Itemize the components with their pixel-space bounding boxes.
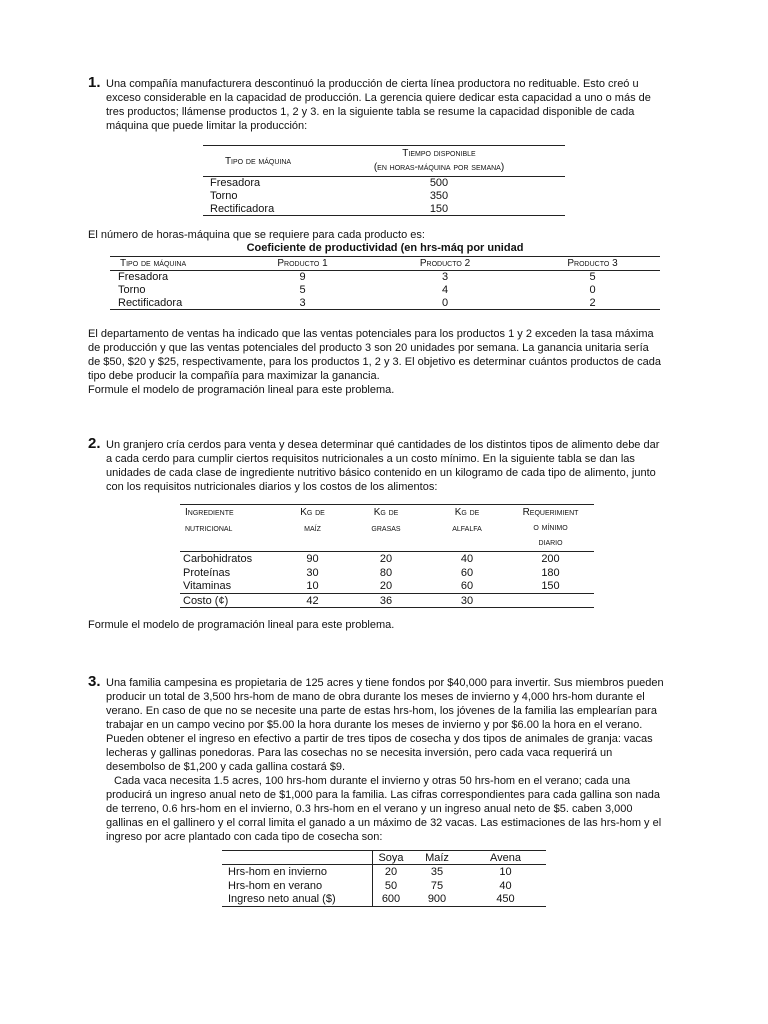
header-machine-type: Tipo de máquina bbox=[120, 258, 187, 269]
table-cell: 4 bbox=[441, 284, 449, 296]
table-cell: 20 bbox=[379, 580, 393, 593]
table-cell: 180 bbox=[541, 566, 560, 579]
text-line: Una familia campesina es propietaria de 125 acres y tiene fondos por $40,000 para invertir. Sus miembros pueden bbox=[106, 677, 664, 689]
header-line: grasas bbox=[371, 523, 401, 534]
table-cell: 900 bbox=[427, 893, 447, 906]
text-line: producirá un ingreso anual neto de $1,000 para la familia. Las cifras correspondientes para cada gallina son nada bbox=[106, 789, 661, 801]
table-cell: 42 bbox=[306, 594, 319, 607]
text-line: gallinas en el gallinero y el corral limita el ganado a un máximo de 32 vacas. Las estimaciones de las hrs-hom y el bbox=[106, 817, 662, 829]
table-cell: Vitaminas bbox=[183, 580, 232, 593]
text-line: de terreno, 0.6 hrs-hom en el invierno, 0.3 hrs-hom en el verano y un ingreso anual neto de $5. caben 3,000 bbox=[106, 803, 633, 815]
table-cell: 20 bbox=[384, 865, 398, 878]
text-line: tres productos; llámense productos 1, 2 y 3. en la siguiente tabla se resume la capacidad disponible de cada bbox=[106, 106, 635, 118]
table-cell: 90 bbox=[306, 552, 319, 565]
table-cell: Costo (¢) bbox=[183, 594, 229, 607]
table-cell: 150 bbox=[541, 580, 560, 593]
table-cell: 3 bbox=[441, 271, 449, 284]
text-line: máquina que puede limitar la producción: bbox=[106, 120, 308, 132]
problem-3-number: 3. bbox=[88, 673, 101, 690]
crop-table bbox=[222, 850, 546, 907]
problem-2-closing: Formule el modelo de programación lineal para este problema. bbox=[88, 619, 395, 631]
header-product-2: Producto 2 bbox=[419, 258, 471, 269]
text-line: producir un total de 3,500 hrs-hom de mano de obra durante los meses de invierno y 4,000 hrs-hom durante el bbox=[106, 691, 645, 703]
table-cell: Torno bbox=[118, 284, 146, 296]
table-row bbox=[203, 177, 565, 190]
table-cell: Fresadora bbox=[118, 271, 169, 284]
table-cell: 20 bbox=[379, 552, 393, 565]
header-line: Kg de bbox=[300, 507, 325, 518]
header-line: o mínimo bbox=[533, 522, 568, 533]
table-cell: 200 bbox=[541, 552, 560, 565]
table-row bbox=[180, 566, 594, 580]
table-cell: Carbohidratos bbox=[183, 552, 253, 565]
table-cell: Hrs-hom en verano bbox=[222, 879, 373, 893]
table-cell: Proteínas bbox=[183, 566, 231, 579]
table-row bbox=[222, 865, 546, 879]
header-fats bbox=[345, 505, 427, 552]
text-line: El departamento de ventas ha indicado que las ventas potenciales para los productos 1 y 2 exceden la tasa máxima bbox=[88, 328, 654, 340]
text-line: tipo debe producir la compañía para maximizar la ganancia. bbox=[88, 370, 380, 382]
problem-3-text bbox=[106, 676, 680, 844]
table-cell bbox=[222, 851, 373, 865]
text-line: Una compañía manufacturera descontinuó la producción de cierta línea productora no redituable. Esto creó u bbox=[106, 78, 639, 90]
text-line: unidades de cada clase de ingrediente nutritivo básico contenido en un kilogramo de cada tipo de alimento, junto bbox=[106, 467, 656, 479]
table-cell: 600 bbox=[381, 893, 401, 906]
header-line: alfalfa bbox=[452, 523, 482, 534]
table-cell: 36 bbox=[379, 594, 393, 607]
table-cell: 50 bbox=[384, 879, 398, 892]
header-oats: Avena bbox=[490, 851, 521, 864]
table-cell bbox=[507, 594, 594, 608]
productivity-caption: Coeficiente de productividad (en hrs-máq por unidad bbox=[246, 242, 524, 254]
table-cell: 75 bbox=[430, 879, 444, 892]
table-cell: Ingreso neto anual ($) bbox=[222, 893, 373, 907]
table-cell: Rectificadora bbox=[210, 202, 275, 215]
table-cell: 2 bbox=[589, 296, 596, 309]
table-cell: 60 bbox=[460, 566, 474, 579]
text-line: verano. En caso de que no se necesite una parte de estas hrs-hom, los jóvenes de la familia las emplearían para bbox=[106, 705, 657, 717]
table-cell: 0 bbox=[441, 296, 449, 309]
text-line: desembolso de $1,200 y cada gallina costará $9. bbox=[106, 761, 346, 773]
table-cell: Rectificadora bbox=[118, 296, 183, 309]
table-row bbox=[203, 190, 565, 203]
header-line: Tiempo disponible bbox=[402, 148, 476, 159]
table-cell: 30 bbox=[460, 594, 474, 607]
text-line: Cada vaca necesita 1.5 acres, 100 hrs-hom durante el invierno y otras 50 hrs-hom en el verano; cada una bbox=[114, 775, 631, 787]
header-ingredient bbox=[180, 505, 280, 552]
text-line: a cada cerdo para cumplir ciertos requisitos nutricionales a un costo mínimo. En la siguiente tabla se dan las bbox=[106, 453, 635, 465]
table-cell: 5 bbox=[589, 271, 596, 284]
table-cell: 150 bbox=[429, 202, 449, 215]
table-cell: 9 bbox=[299, 271, 306, 284]
header-line: Kg de bbox=[373, 507, 399, 518]
table-cell: 5 bbox=[299, 284, 306, 296]
table-cell: 40 bbox=[499, 879, 512, 892]
table-cell: 450 bbox=[496, 893, 515, 906]
text-line: exceso considerable en la capacidad de producción. La gerencia quiere dedicar esta capacidad a uno o más de bbox=[106, 92, 651, 104]
productivity-table bbox=[110, 256, 660, 310]
table-cell: 350 bbox=[429, 190, 449, 202]
table-row bbox=[203, 203, 565, 216]
table-cell: Fresadora bbox=[210, 177, 261, 190]
text-line: trabajar en un campo vecino por $5.00 la hora durante los meses de invierno y por $6.00 la hora en el verano. bbox=[106, 719, 643, 731]
header-line: Requerimient bbox=[522, 507, 579, 518]
header-alfalfa bbox=[427, 505, 507, 552]
header-line: nutricional bbox=[185, 523, 233, 534]
problem-1-body bbox=[88, 327, 680, 397]
header-line: Ingrediente bbox=[185, 507, 234, 518]
table-cell: 10 bbox=[306, 580, 319, 593]
text-line: de producción y que las ventas potenciales del producto 3 son 20 unidades por semana. La ganancia unitaria sería bbox=[88, 342, 649, 354]
header-corn: Maíz bbox=[425, 851, 449, 864]
header-line: diario bbox=[538, 537, 563, 548]
header-machine-type: Tipo de máquina bbox=[224, 155, 292, 167]
table-row bbox=[222, 893, 546, 907]
header-line: (en horas-máquina por semana) bbox=[373, 162, 505, 173]
problem-2-number: 2. bbox=[88, 435, 101, 452]
header-line: maíz bbox=[304, 523, 321, 534]
header-corn bbox=[280, 505, 345, 552]
text-line: Pueden obtener el ingreso en efectivo a partir de tres tipos de cosecha y dos tipos de animales de granja: vacas bbox=[106, 733, 653, 745]
problem-2-intro bbox=[106, 438, 680, 494]
text-line: lecheras y gallinas ponedoras. Para las cosechas no se necesita inversión, pero cada vaca requerirá un bbox=[106, 747, 613, 759]
text-line: con los requisitos nutricionales diarios y los costos de los alimentos: bbox=[106, 481, 438, 493]
header-product-3: Producto 3 bbox=[567, 258, 618, 269]
table-row bbox=[110, 271, 660, 284]
table-cell: 30 bbox=[306, 566, 319, 579]
table-row bbox=[180, 552, 594, 566]
productivity-lead: El número de horas-máquina que se requiere para cada producto es: bbox=[88, 229, 425, 241]
header-available-time bbox=[313, 146, 565, 177]
table-cell: 10 bbox=[499, 865, 512, 878]
problem-1-closing: Formule el modelo de programación lineal para este problema. bbox=[88, 384, 395, 396]
problem-1-number: 1. bbox=[88, 74, 101, 91]
machine-capacity-table bbox=[203, 145, 565, 216]
header-soy: Soya bbox=[378, 851, 404, 864]
text-line: de $50, $20 y $25, respectivamente, para los productos 1, 2 y 3. El objetivo es determinar cuántos productos de cada bbox=[88, 356, 661, 368]
table-cell: Torno bbox=[210, 190, 238, 202]
nutrition-table bbox=[180, 504, 594, 608]
table-cell: 80 bbox=[379, 566, 393, 579]
header-product-1: Producto 1 bbox=[277, 258, 328, 269]
table-cell: 60 bbox=[460, 580, 474, 593]
header-requirement bbox=[507, 505, 594, 552]
text-line: ingreso por acre plantado con cada tipo de cosecha son: bbox=[106, 831, 383, 843]
table-row bbox=[180, 580, 594, 594]
problem-1-intro bbox=[106, 77, 680, 133]
header-line: Kg de bbox=[454, 507, 480, 518]
table-cell: 40 bbox=[460, 552, 474, 565]
table-cell: 0 bbox=[589, 284, 596, 296]
table-row bbox=[110, 284, 660, 297]
table-cell: 500 bbox=[429, 177, 449, 190]
table-row bbox=[222, 879, 546, 893]
table-cell: 35 bbox=[430, 865, 444, 878]
text-line: Un granjero cría cerdos para venta y desea determinar qué cantidades de los distintos tipos de alimento debe dar bbox=[106, 439, 660, 451]
table-cell: Hrs-hom en invierno bbox=[222, 865, 373, 879]
table-cell: 3 bbox=[299, 296, 306, 309]
table-row bbox=[180, 594, 594, 608]
table-row bbox=[110, 297, 660, 310]
